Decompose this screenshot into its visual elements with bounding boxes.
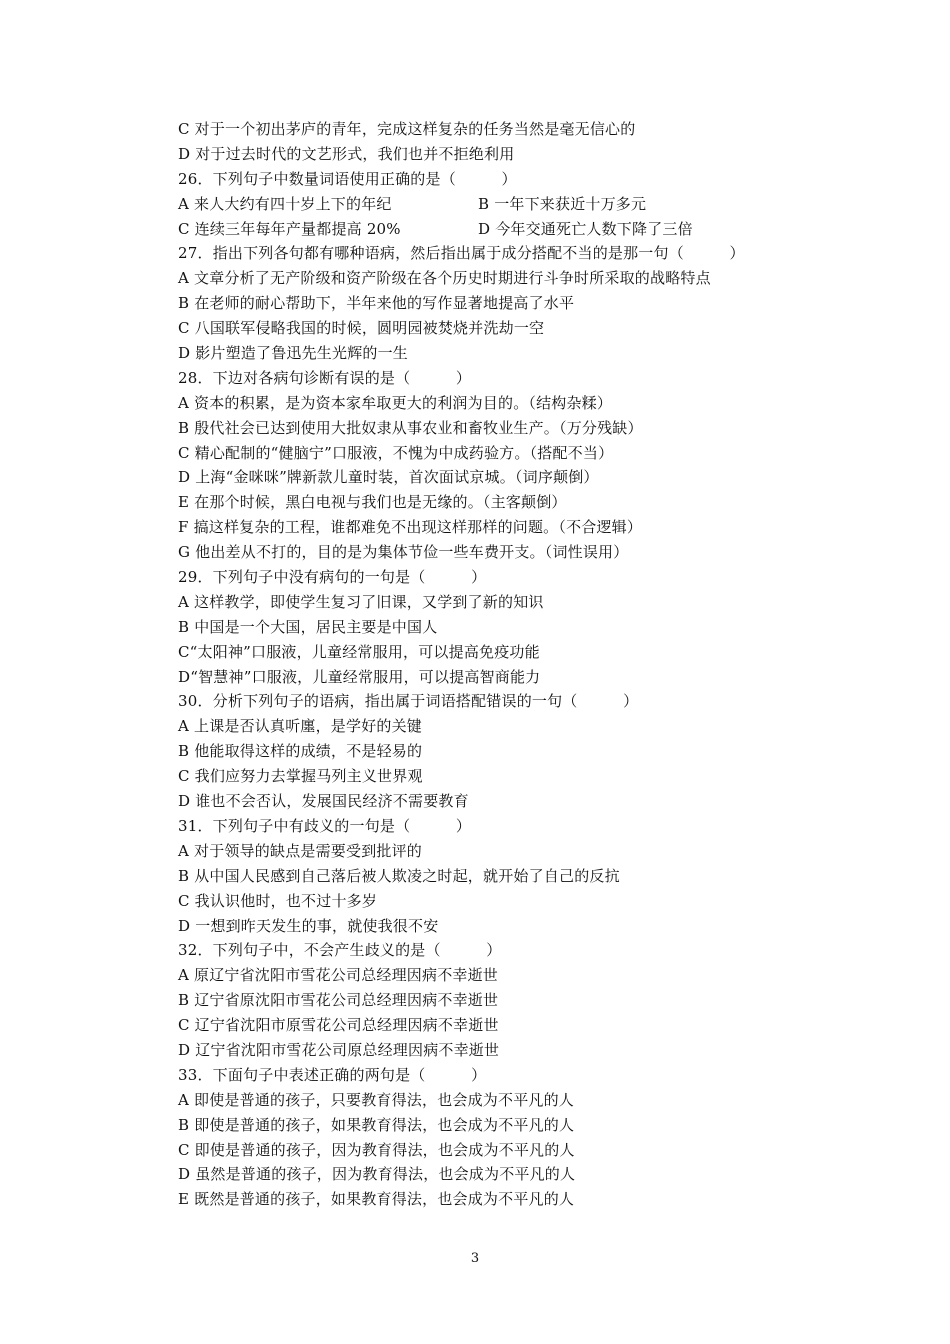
text-line: E 既然是普通的孩子，如果教育得法，也会成为不平凡的人 [178, 1190, 575, 1209]
text-line: D“智慧神”口服液，儿童经常服用，可以提高智商能力 [178, 667, 541, 686]
text-line: A 即使是普通的孩子，只要教育得法，也会成为不平凡的人 [178, 1090, 575, 1109]
text-line: C 我们应努力去掌握马列主义世界观 [178, 767, 423, 786]
text-line: C“太阳神”口服液，儿童经常服用，可以提高免疫功能 [178, 642, 540, 661]
text-line: A 上课是否认真听廛，是学好的关键 [178, 717, 423, 736]
text-line: 33．下面句子中表述正确的两句是（ ） [178, 1065, 487, 1084]
document-body [178, 117, 818, 1212]
option-text: D 今年交通死亡人数下降了三倍 [478, 219, 693, 238]
option-text: B 一年下来获近十万多元 [478, 194, 647, 213]
text-line: 26．下列句子中数量词语使用正确的是（ ） [178, 169, 517, 188]
text-line [178, 217, 818, 242]
text-line: D 上海“金咪咪”牌新款儿童时装，首次面试京城。（词序颠倒） [178, 468, 599, 487]
text-line: B 从中国人民感到自己落后被人欺凌之时起，就开始了自己的反抗 [178, 866, 620, 885]
text-line: A 对于领导的缺点是需要受到批评的 [178, 841, 423, 860]
text-line: B 殷代社会已达到使用大批奴隶从事农业和畜牧业生产。（万分残缺） [178, 418, 643, 437]
text-line: C 辽宁省沈阳市原雪花公司总经理因病不幸逝世 [178, 1016, 499, 1035]
text-line: B 他能取得这样的成绩，不是轻易的 [178, 742, 423, 761]
text-line: D 辽宁省沈阳市雪花公司原总经理因病不幸逝世 [178, 1040, 500, 1059]
option-text: C 连续三年每年产量都提高 20% [178, 219, 401, 238]
text-line: B 中国是一个大国，居民主要是中国人 [178, 617, 438, 636]
text-line: D 影片塑造了鲁迅先生光辉的一生 [178, 344, 408, 363]
text-line: B 即使是普通的孩子，如果教育得法，也会成为不平凡的人 [178, 1115, 575, 1134]
text-line: D 对于过去时代的文艺形式，我们也并不拒绝利用 [178, 144, 515, 163]
text-line: D 一想到昨天发生的事，就使我很不安 [178, 916, 439, 935]
text-line: 29．下列句子中没有病句的一句是（ ） [178, 568, 487, 587]
text-line: E 在那个时候，黑白电视与我们也是无缘的。（主客颠倒） [178, 493, 567, 512]
text-line: C 对于一个初出茅庐的青年，完成这样复杂的任务当然是毫无信心的 [178, 120, 636, 138]
text-line: F 搞这样复杂的工程，谁都难免不出现这样那样的问题。（不合逻辑） [178, 518, 643, 537]
text-line: C 我认识他时，也不过十多岁 [178, 891, 378, 910]
text-line: 28．下边对各病句诊断有误的是（ ） [178, 368, 472, 387]
text-line: 31．下列句子中有歧义的一句是（ ） [178, 816, 472, 835]
text-line: D 谁也不会否认，发展国民经济不需要教育 [178, 792, 469, 811]
text-line: 30．分析下列句子的语病，指出属于词语搭配错误的一句（ ） [178, 692, 639, 711]
text-line: 32．下列句子中，不会产生歧义的是（ ） [178, 941, 502, 960]
text-line: C 八国联军侵略我国的时候，圆明园被焚烧并洗劫一空 [178, 319, 545, 338]
text-line: G 他出差从不打的，目的是为集体节俭一些车费开支。（词性误用） [178, 543, 629, 562]
text-line: D 虽然是普通的孩子，因为教育得法，也会成为不平凡的人 [178, 1165, 576, 1184]
text-line: A 文章分析了无产阶级和资产阶级在各个历史时期进行斗争时所采取的战略特点 [178, 269, 711, 288]
text-line: B 在老师的耐心帮助下，半年来他的写作显著地提高了水平 [178, 294, 575, 313]
text-line [178, 192, 818, 217]
option-text: A 来人大约有四十岁上下的年纪 [178, 194, 392, 213]
text-line: C 即使是普通的孩子，因为教育得法，也会成为不平凡的人 [178, 1140, 575, 1159]
text-line: A 原辽宁省沈阳市雪花公司总经理因病不幸逝世 [178, 966, 499, 985]
text-line: A 这样教学，即使学生复习了旧课，又学到了新的知识 [178, 592, 544, 611]
text-line: B 辽宁省原沈阳市雪花公司总经理因病不幸逝世 [178, 991, 499, 1010]
page-number: 3 [470, 1251, 480, 1266]
text-line: C 精心配制的“健脑宁”口服液，不愧为中成药验方。（搭配不当） [178, 443, 614, 462]
text-line: A 资本的积累，是为资本家牟取更大的利润为目的。（结构杂糅） [178, 393, 613, 412]
text-line: 27．指出下列各句都有哪种语病，然后指出属于成分搭配不当的是那一句（ ） [178, 244, 745, 263]
